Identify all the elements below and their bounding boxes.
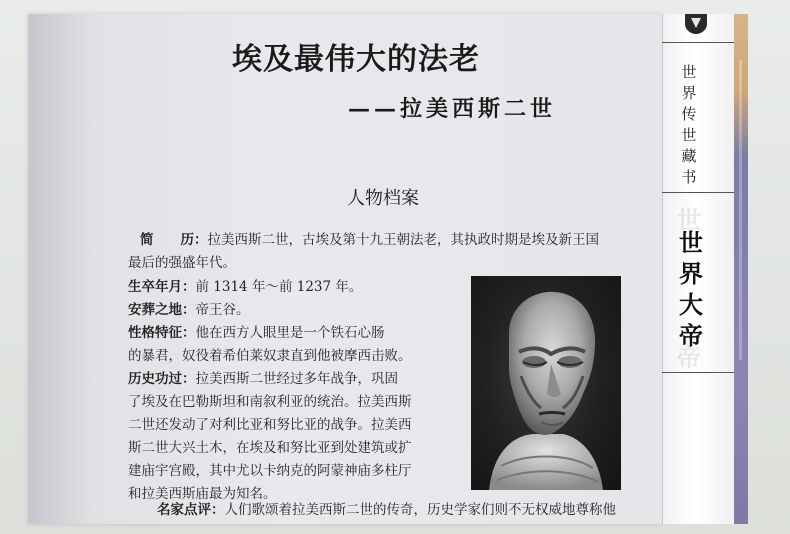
spine-divider-bottom — [662, 372, 734, 373]
spine-divider-top — [662, 42, 734, 43]
page-title: 埃及最伟大的法老 — [232, 42, 480, 77]
cover-edge-highlight — [739, 60, 742, 360]
spine-series-title: 世界传世藏书 — [681, 63, 697, 186]
entry-label-birth-death: 生卒年月： — [128, 279, 196, 295]
section-heading: 人物档案 — [347, 188, 419, 209]
entry-value-achievements-1: 拉美西斯二世经过多年战争，巩固 — [195, 371, 398, 387]
spine-divider-middle — [662, 192, 734, 193]
mummy-photo — [471, 276, 621, 490]
entry-value-birth-death: 前 1314 年～前 1237 年。 — [195, 279, 363, 295]
entry-jianli-line1 — [140, 229, 599, 253]
entry-achievements-line5: 建庙宇宫殿，其中尤以卡纳克的阿蒙神庙多柱厅 — [128, 463, 412, 479]
entry-label-achievements: 历史功过： — [128, 371, 196, 387]
page-subtitle: ——拉美西斯二世 — [348, 96, 557, 122]
entry-label-personality: 性格特征： — [128, 325, 196, 341]
entry-personality-line2: 的暴君，奴役着希伯莱奴隶直到他被摩西击败。 — [128, 348, 412, 364]
mummy-head-illustration — [471, 276, 621, 490]
entry-comment-line1 — [157, 499, 616, 523]
entry-value-comment-1: 人们歌颂着拉美西斯二世的传奇，历史学家们则不无权威地尊称他 — [224, 502, 616, 518]
publisher-emblem-icon — [683, 14, 709, 34]
entry-achievements-line1 — [128, 368, 398, 392]
entry-label-comment: 名家点评： — [157, 502, 225, 518]
entry-label-burial: 安葬之地： — [128, 302, 196, 318]
entry-achievements-line3: 二世还发动了对利比亚和努比亚的战争。拉美西 — [128, 417, 412, 433]
entry-label-jianli: 简 历： — [140, 232, 208, 248]
entry-achievements-line4: 斯二世大兴土木，在埃及和努比亚到处建筑或扩 — [128, 440, 412, 456]
entry-jianli-line2: 最后的强盛年代。 — [128, 255, 236, 271]
entry-personality-line1 — [128, 322, 385, 346]
entry-burial — [128, 299, 250, 323]
spine-ghost-text-top: 世 — [677, 206, 701, 234]
entry-value-jianli-1: 拉美西斯二世，古埃及第十九王朝法老，其执政时期是埃及新王国 — [207, 232, 599, 248]
entry-achievements-line2: 了埃及在巴勒斯坦和南叙利亚的统治。拉美西斯 — [128, 394, 412, 410]
entry-value-burial: 帝王谷。 — [195, 302, 250, 318]
spine-ghost-text-bottom: 帝 — [677, 344, 701, 372]
spine-book-title: 世界大帝 — [679, 229, 703, 350]
page-gutter-shadow — [28, 14, 98, 524]
entry-achievements-line6: 和拉美西斯庙最为知名。 — [128, 486, 277, 502]
entry-value-personality-1: 他在西方人眼里是一个铁石心肠 — [195, 325, 385, 341]
entry-birth-death — [128, 276, 362, 300]
